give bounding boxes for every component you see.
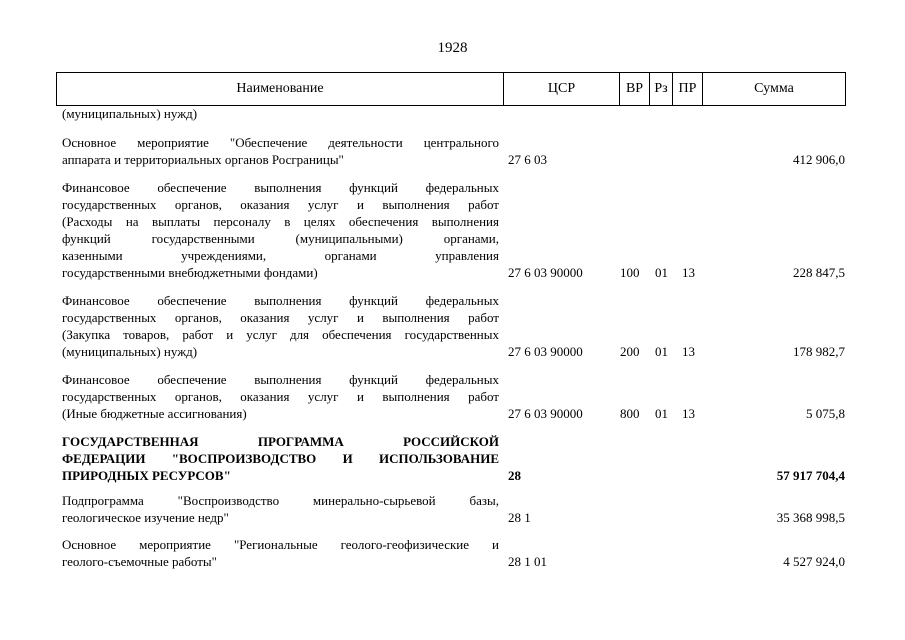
- row-name: [62, 179, 499, 281]
- row-name-line: (муниципальных) нужд): [62, 344, 198, 359]
- row-name-line: (Иные бюджетные ассигнования): [62, 406, 247, 421]
- row-name-line: геолого-съемочные работы": [62, 554, 217, 569]
- row-name-line: Финансовое обеспечение выполнения функций федеральных: [62, 293, 499, 308]
- row-name-line: государственными внебюджетными фондами): [62, 265, 318, 280]
- row-rz: 01: [655, 344, 668, 359]
- row-name-line: геологическое изучение недр": [62, 510, 229, 525]
- row-sum: 228 847,5: [793, 265, 845, 280]
- header-name: Наименование: [236, 81, 324, 96]
- row-name-line: государственных органов, оказания услуг и выполнения работ: [62, 310, 499, 325]
- row-sum: 4 527 924,0: [783, 554, 845, 569]
- row-name-line: Подпрограмма "Воспроизводство минерально-сырьевой базы,: [62, 493, 499, 508]
- row-pr: 13: [682, 406, 695, 421]
- row-name: [62, 433, 499, 484]
- row-name: [62, 371, 499, 422]
- row-name-line: Финансовое обеспечение выполнения функций федеральных: [62, 372, 499, 387]
- row-csr: 27 6 03: [508, 152, 547, 167]
- row-pr: 13: [682, 344, 695, 359]
- row-vr: 100: [620, 265, 640, 280]
- row-csr: 27 6 03 90000: [508, 344, 583, 359]
- header-rz: Рз: [649, 73, 672, 105]
- row-name-line: государственных органов, оказания услуг и выполнения работ: [62, 389, 499, 404]
- row-name-line: функций государственными (муниципальными) органами,: [62, 231, 499, 246]
- page-number: 1928: [437, 40, 468, 56]
- row-rz: 01: [655, 406, 668, 421]
- row-name-line: ГОСУДАРСТВЕННАЯ ПРОГРАММА РОССИЙСКОЙ: [62, 434, 499, 449]
- row-csr: 28: [508, 468, 521, 483]
- row-sum: 35 368 998,5: [776, 510, 845, 525]
- row-sum: 178 982,7: [793, 344, 845, 359]
- row-name: [62, 292, 499, 360]
- row-name-line: Основное мероприятие "Обеспечение деятельности центрального: [62, 135, 499, 150]
- row-csr: 28 1: [508, 510, 531, 525]
- row-sum: 5 075,8: [806, 406, 845, 421]
- row-pr: 13: [682, 265, 695, 280]
- row-name: [62, 134, 499, 168]
- row-name-line: ФЕДЕРАЦИИ "ВОСПРОИЗВОДСТВО И ИСПОЛЬЗОВАНИЕ: [62, 451, 499, 466]
- row-name-line: (муниципальных) нужд): [62, 106, 198, 121]
- header-pr: ПР: [672, 73, 702, 105]
- row-name: [62, 492, 499, 526]
- row-vr: 200: [620, 344, 640, 359]
- row-name-line: (Закупка товаров, работ и услуг для обеспечения государственных: [62, 327, 499, 342]
- row-name-line: (Расходы на выплаты персоналу в целях обеспечения выполнения: [62, 214, 499, 229]
- row-name-line: Основное мероприятие "Региональные геолого-геофизические и: [62, 537, 499, 552]
- row-csr: 27 6 03 90000: [508, 265, 583, 280]
- row-rz: 01: [655, 265, 668, 280]
- row-name-line: ПРИРОДНЫХ РЕСУРСОВ": [62, 468, 231, 483]
- row-sum: 57 917 704,4: [776, 468, 845, 483]
- row-name-line: Финансовое обеспечение выполнения функций федеральных: [62, 180, 499, 195]
- header-vr: ВР: [619, 73, 649, 105]
- row-name: [62, 536, 499, 570]
- row-vr: 800: [620, 406, 640, 421]
- row-name: [62, 105, 499, 122]
- header-sum: Сумма: [702, 73, 845, 105]
- row-name-line: казенными учреждениями, органами управления: [62, 248, 499, 263]
- row-csr: 27 6 03 90000: [508, 406, 583, 421]
- row-sum: 412 906,0: [793, 152, 845, 167]
- row-name-line: аппарата и территориальных органов Росграницы": [62, 152, 344, 167]
- row-csr: 28 1 01: [508, 554, 547, 569]
- header-csr: ЦСР: [503, 73, 619, 105]
- row-name-line: государственных органов, оказания услуг и выполнения работ: [62, 197, 499, 212]
